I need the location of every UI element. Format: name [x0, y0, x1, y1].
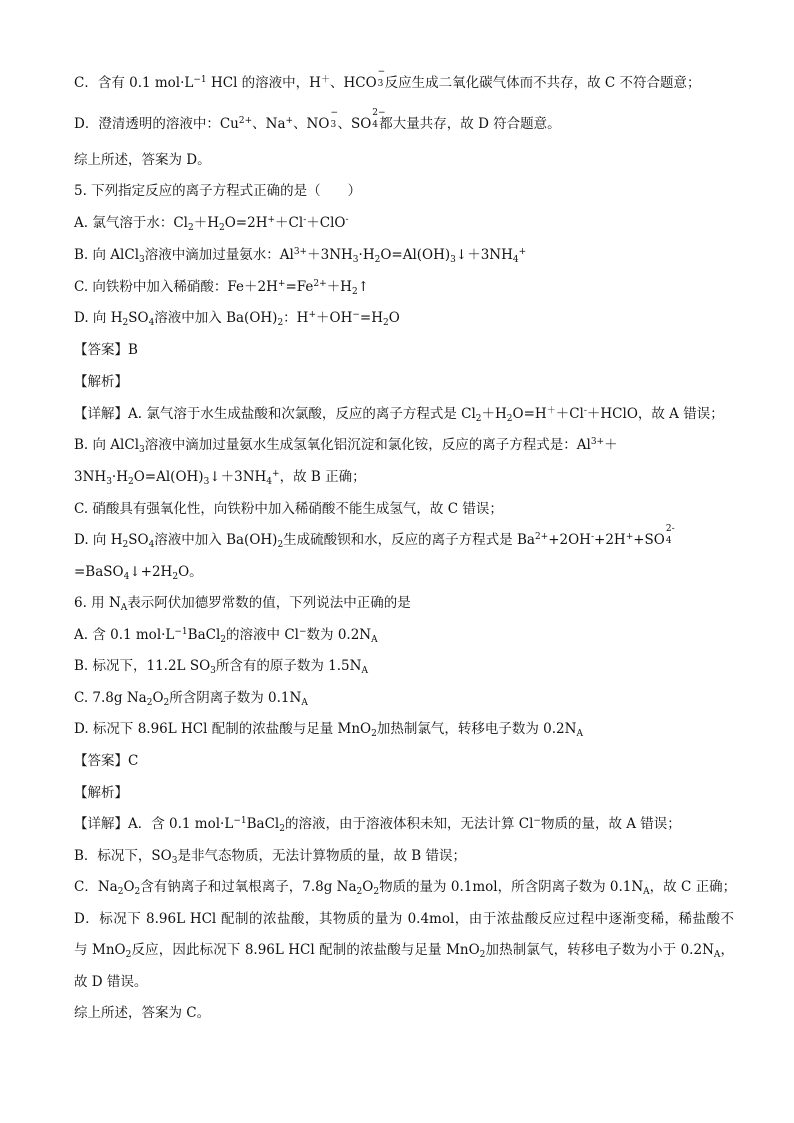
text-line — [74, 524, 734, 550]
ion-charge: 2- — [665, 524, 675, 534]
text-run: ＋H — [481, 406, 507, 422]
text-run: O=2H — [224, 215, 268, 231]
subscript: 2 — [277, 540, 284, 550]
subscript: 2 — [373, 887, 380, 897]
superscript: ＋ — [546, 406, 556, 416]
superscript: − — [533, 816, 541, 826]
text-run: ↓＋3NH — [455, 247, 513, 263]
text-run: ＋3NH — [307, 247, 353, 263]
subscript: 2 — [371, 729, 377, 739]
ion-charge-stack — [329, 108, 338, 130]
superscript: + — [267, 215, 276, 225]
text-run: 、HCO — [329, 75, 377, 91]
text-run: O — [388, 310, 400, 326]
text-run: 【详解】A. 氯气溶于水生成盐酸和次氯酸，反应的离子方程式是 Cl — [74, 406, 476, 422]
text-run: 【解析】 — [74, 374, 128, 390]
text-run: 6. 用 N — [74, 595, 121, 611]
subscript: 2 — [279, 824, 285, 834]
subscript: 2 — [117, 887, 124, 897]
text-line — [74, 151, 734, 169]
superscript: - — [345, 215, 349, 225]
subscript: 2 — [351, 287, 358, 297]
subscript: 3 — [352, 255, 359, 265]
subscript: 2 — [163, 698, 170, 708]
superscript: + — [285, 116, 294, 126]
superscript: + — [518, 247, 527, 257]
text-run: 含有钠离子和过氧根离子，7.8g Na — [140, 879, 357, 895]
text-run: 物质的量为 0.1mol，所含阴离子数为 0.1N — [379, 879, 644, 895]
text-run: C．Na — [74, 879, 118, 895]
text-run: HCl 的溶液中，H — [206, 75, 321, 91]
superscript: - — [583, 406, 587, 416]
superscript: 2+ — [534, 532, 549, 542]
text-line — [74, 563, 734, 581]
text-run: B．标况下，SO — [74, 848, 172, 864]
superscript: - — [303, 215, 307, 225]
ion-subscript: 3 — [377, 79, 384, 89]
superscript: + — [272, 469, 280, 479]
subscript: 4 — [148, 540, 155, 550]
text-line — [74, 973, 734, 991]
text-run: 所含有的原子数为 1.5N — [215, 658, 362, 674]
text-line — [74, 720, 734, 738]
superscript: + — [625, 532, 634, 542]
text-run: ↓＋3NH — [209, 469, 267, 485]
text-run: 是非气态物质，无法计算物质的量，故 B 错误； — [177, 848, 466, 864]
text-line — [74, 468, 734, 486]
text-run: 的溶液中 Cl — [226, 627, 299, 643]
text-line — [74, 500, 734, 518]
text-run: O — [362, 879, 374, 895]
text-run: +SO — [633, 532, 665, 548]
text-run: =Fe — [285, 279, 314, 295]
text-line — [74, 657, 734, 675]
text-run: O。 — [178, 564, 203, 580]
text-line — [74, 246, 734, 264]
text-run: 加热制氯气，转移电子数为 0.2N — [376, 721, 577, 737]
subscript: 2 — [475, 414, 482, 424]
ion-charge: − — [330, 108, 338, 118]
text-run: O — [152, 690, 164, 706]
text-run: 溶液中滴加过量氨水：Al — [144, 247, 294, 263]
text-run: 反应，因此标况下 8.96L HCl 配制的浓盐酸与足量 MnO — [131, 942, 480, 958]
subscript: 2 — [219, 223, 225, 233]
text-line — [74, 594, 734, 612]
subscript: A — [371, 635, 378, 645]
text-run: ＋Cl — [555, 406, 584, 422]
text-run: ·H — [111, 469, 128, 485]
text-run: D．标况下 8.96L HCl 配制的浓盐酸，其物质的量为 0.4mol，由于浓盐酸反应过程中逐渐变稀，稀盐酸不 — [74, 911, 734, 927]
subscript: 2 — [187, 223, 194, 233]
subscript: 3 — [139, 255, 145, 265]
text-run: 综上所述，答案为 C。 — [74, 1005, 211, 1021]
text-run: ，故 B 正确； — [279, 469, 366, 485]
subscript: 3 — [210, 666, 216, 676]
subscript: A — [120, 603, 128, 613]
text-run: 溶液中滴加过量氨水生成氢氧化铝沉淀和氯化铵，反应的离子方程式是：Al — [144, 437, 591, 453]
text-run: B. 向 AlCl — [74, 247, 140, 263]
text-line — [74, 784, 734, 802]
text-run: 、Na — [252, 116, 286, 132]
subscript: 2 — [134, 887, 141, 897]
text-run: 溶液中加入 Ba(OH) — [154, 310, 278, 326]
ion-charge: 2− — [372, 108, 386, 118]
subscript: 4 — [148, 318, 155, 328]
subscript: 2 — [220, 635, 227, 645]
subscript: 3 — [450, 255, 456, 265]
subscript: 3 — [203, 477, 210, 487]
text-run: C. 向铁粉中加入稀硝酸：Fe＋2H — [74, 279, 278, 295]
ion-charge-stack — [377, 67, 386, 89]
text-run: 数为 0.2N — [306, 627, 372, 643]
subscript: 2 — [479, 950, 486, 960]
text-line — [74, 1004, 734, 1022]
text-run: =H — [359, 310, 383, 326]
superscript: −1 — [174, 627, 188, 637]
subscript: A — [576, 729, 583, 739]
subscript: 3 — [171, 856, 178, 866]
subscript: 2 — [356, 887, 363, 897]
text-run: ，故 C 正确； — [649, 879, 737, 895]
superscript: 2+ — [238, 116, 253, 126]
subscript: 2 — [277, 318, 284, 328]
superscript: 3+ — [293, 247, 308, 257]
text-run: ↓+2H — [129, 564, 173, 580]
subscript: 2 — [506, 414, 513, 424]
text-run: ＋OH — [316, 310, 353, 326]
text-run: 故 D 错误。 — [74, 974, 148, 990]
text-run: BaCl — [246, 816, 280, 832]
ion-charge-stack — [665, 524, 675, 546]
subscript: 2 — [382, 318, 389, 328]
subscript: 3 — [139, 445, 145, 455]
text-run: 、SO — [337, 116, 372, 132]
text-run: C. 7.8g Na — [74, 690, 147, 706]
text-run: C．含有 0.1 mol·L — [74, 75, 194, 91]
text-line — [74, 626, 734, 644]
superscript: − — [298, 627, 307, 637]
text-run: 【详解】A．含 0.1 mol·L — [74, 816, 234, 832]
superscript: + — [308, 310, 316, 320]
text-run: ＋H — [326, 279, 352, 295]
subscript: A — [301, 698, 308, 708]
text-run: ＋HClO，故 A 错误； — [586, 406, 724, 422]
text-run: 所含阴离子数为 0.1N — [169, 690, 302, 706]
text-run: ：H — [283, 310, 309, 326]
superscript: 2+ — [313, 279, 327, 289]
text-run: D. 向 H — [74, 310, 123, 326]
text-line — [74, 373, 734, 391]
text-line — [74, 847, 734, 865]
superscript: −1 — [233, 816, 247, 826]
text-run: +2H — [594, 532, 626, 548]
text-run: O=H — [512, 406, 547, 422]
text-run: 【解析】 — [74, 785, 128, 801]
text-run: D. 向 H — [74, 532, 123, 548]
text-run: ＋ — [604, 437, 618, 453]
text-run: 生成硫酸钡和水，反应的离子方程式是 Ba — [283, 532, 535, 548]
text-run: 溶液中加入 Ba(OH) — [154, 532, 278, 548]
superscript: + — [277, 279, 286, 289]
text-run: 的溶液，由于溶液体积未知，无法计算 Cl — [284, 816, 534, 832]
subscript: 4 — [266, 477, 273, 487]
subscript: 2 — [146, 698, 153, 708]
text-run: O — [123, 879, 135, 895]
superscript: - — [590, 532, 595, 542]
text-run: ＋Cl — [275, 215, 304, 231]
text-run: B. 向 AlCl — [74, 437, 140, 453]
text-line — [74, 341, 734, 359]
text-run: 、NO — [293, 116, 330, 132]
text-run: ↑ — [357, 279, 370, 295]
text-line — [74, 752, 734, 770]
text-run: 加热制氯气，转移电子数为小于 0.2N — [485, 942, 714, 958]
text-line — [74, 941, 734, 959]
text-line — [74, 67, 734, 92]
subscript: 4 — [512, 255, 519, 265]
text-run: +2OH — [548, 532, 591, 548]
text-line — [74, 910, 734, 928]
text-run: D．澄清透明的溶液中：Cu — [74, 116, 239, 132]
subscript: A — [361, 666, 368, 676]
superscript: −1 — [193, 75, 207, 85]
text-line — [74, 436, 734, 454]
ion-subscript: 4 — [665, 536, 672, 546]
text-run: ， — [720, 942, 735, 958]
text-line — [74, 214, 734, 232]
text-run: ＋ClO — [306, 215, 346, 231]
subscript: 3 — [106, 477, 112, 487]
text-run: SO — [128, 532, 149, 548]
subscript: 2 — [125, 950, 132, 960]
text-run: BaCl — [187, 627, 221, 643]
text-run: ·H — [358, 247, 375, 263]
text-run: 【答案】B — [74, 342, 138, 358]
text-line — [74, 309, 734, 327]
subscript: A — [713, 950, 721, 960]
text-run: ＋H — [193, 215, 219, 231]
superscript: − — [352, 310, 360, 320]
text-run: 5. 下列指定反应的离子方程式正确的是（ ） — [74, 183, 362, 199]
text-line — [74, 108, 734, 133]
text-run: =BaSO — [74, 564, 124, 580]
text-run: 表示阿伏加德罗常数的值，下列说法中正确的是 — [127, 595, 411, 611]
text-run: O=Al(OH) — [133, 469, 204, 485]
text-line — [74, 278, 734, 296]
text-run: 综上所述，答案为 D。 — [74, 152, 211, 168]
text-run: 都大量共存，故 D 符合题意。 — [379, 116, 561, 132]
subscript: 2 — [122, 318, 129, 328]
ion-subscript: 3 — [330, 120, 337, 130]
text-run: 3NH — [74, 469, 107, 485]
text-line — [74, 815, 734, 833]
text-run: C. 硝酸具有强氧化性，向铁粉中加入稀硝酸不能生成氢气，故 C 错误； — [74, 501, 503, 517]
text-run: A. 含 0.1 mol·L — [74, 627, 175, 643]
text-run: A. 氯气溶于水：Cl — [74, 215, 188, 231]
text-run: SO — [128, 310, 149, 326]
ion-charge-stack — [371, 108, 386, 130]
superscript: 3+ — [590, 437, 605, 447]
subscript: 2 — [374, 255, 381, 265]
subscript: A — [643, 887, 650, 897]
text-run: D. 标况下 8.96L HCl 配制的浓盐酸与足量 MnO — [74, 721, 372, 737]
subscript: 4 — [123, 572, 130, 582]
text-run: 物质的量，故 A 错误； — [540, 816, 681, 832]
text-line — [74, 878, 737, 897]
text-run: 与 MnO — [74, 942, 126, 958]
text-run: B. 标况下，11.2L SO — [74, 658, 211, 674]
superscript: ＋ — [320, 75, 330, 85]
ion-charge: − — [377, 67, 386, 77]
ion-subscript: 4 — [372, 120, 379, 130]
subscript: 2 — [122, 540, 129, 550]
text-run: 反应生成二氧化碳气体而不共存，故 C 不符合题意； — [384, 75, 701, 91]
text-line — [74, 182, 734, 200]
subscript: 2 — [172, 572, 179, 582]
text-line — [74, 689, 734, 707]
text-run: O=Al(OH) — [380, 247, 451, 263]
subscript: 2 — [128, 477, 134, 487]
text-line — [74, 405, 734, 423]
text-run: 【答案】C — [74, 753, 139, 769]
